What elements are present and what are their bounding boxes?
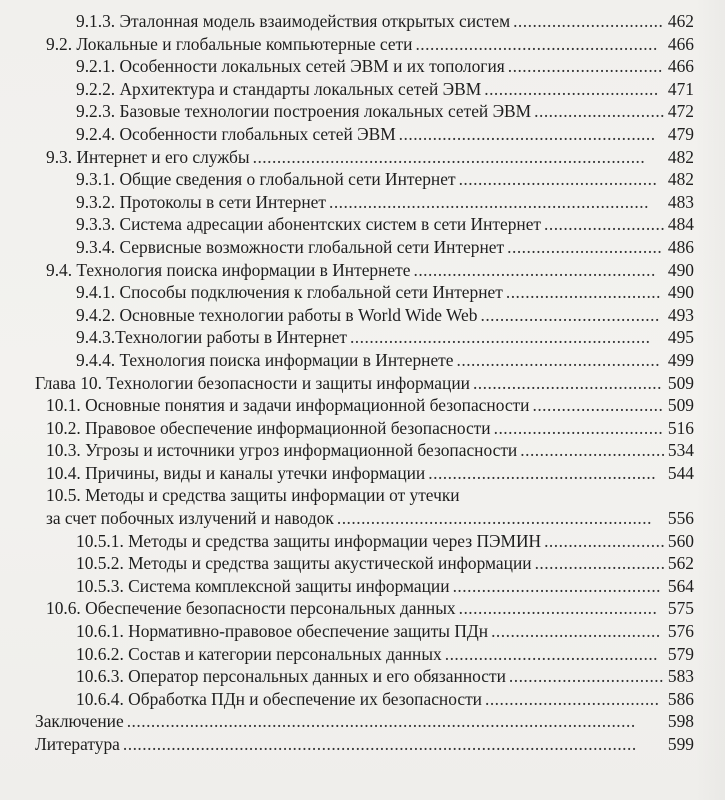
toc-entry-title: 9.1.3. Эталонная модель взаимодействия открытых систем <box>76 11 511 31</box>
table-of-contents <box>0 10 725 756</box>
toc-dot-leader: ......................... <box>544 530 666 551</box>
toc-entry-title: 10.3. Угрозы и источники угроз информационной безопасности <box>46 440 518 461</box>
toc-entry-title: 10.5. Методы и средства защиты информации от утечки <box>46 485 460 506</box>
toc-entry[interactable] <box>0 733 725 756</box>
toc-entry[interactable] <box>0 372 725 395</box>
toc-page-number: 509 <box>667 395 694 416</box>
toc-page-number: 576 <box>667 621 694 642</box>
toc-entry[interactable] <box>0 236 725 259</box>
toc-entry-title: 9.4. Технология поиска информации в Интернете <box>46 259 411 280</box>
toc-page-number: 586 <box>667 688 694 709</box>
toc-dot-leader: ..................................................... <box>398 123 656 144</box>
toc-dot-leader: .................................................................. <box>328 191 649 212</box>
toc-entry-title: 10.6. Обеспечение безопасности персональных данных <box>46 598 456 619</box>
toc-dot-leader: ......................................... <box>458 169 658 190</box>
toc-entry-title: 9.2.3. Базовые технологии построения локальных сетей ЭВМ <box>76 101 532 122</box>
toc-dot-leader: ................................ <box>508 666 664 687</box>
toc-entry[interactable] <box>0 484 725 507</box>
toc-dot-leader: ................................................................................. <box>252 146 646 167</box>
toc-page-number: 499 <box>667 349 694 370</box>
toc-dot-leader: .................................................. <box>415 33 658 54</box>
toc-page-number: 556 <box>667 508 694 529</box>
toc-entry-title: 9.3.1. Общие сведения о глобальной сети Интернет <box>76 169 456 190</box>
toc-entry[interactable] <box>0 281 725 304</box>
toc-entry[interactable] <box>0 55 725 78</box>
toc-dot-leader: ......................... <box>544 214 666 235</box>
toc-entry-title: 9.2.2. Архитектура и стандарты локальных сетей ЭВМ <box>76 78 482 99</box>
toc-dot-leader: .......................................... <box>456 349 661 370</box>
toc-page-number: 575 <box>667 598 694 619</box>
toc-entry[interactable] <box>0 597 725 620</box>
toc-entry[interactable] <box>0 530 725 553</box>
toc-page-number: 579 <box>667 643 694 664</box>
toc-entry[interactable] <box>0 259 725 282</box>
toc-page-number: 482 <box>667 146 694 167</box>
toc-dot-leader: ................................ <box>505 282 661 303</box>
toc-entry-title: Литература <box>35 734 120 754</box>
toc-entry[interactable] <box>0 326 725 349</box>
toc-dot-leader: ............................................... <box>428 462 657 483</box>
toc-dot-leader: ........................................... <box>452 575 662 596</box>
toc-page-number: 471 <box>667 78 694 99</box>
toc-entry-title: 10.1. Основные понятия и задачи информационной безопасности <box>46 395 530 416</box>
toc-dot-leader: ......................................................................................................... <box>126 711 636 732</box>
toc-page-number: 462 <box>667 11 694 31</box>
toc-dot-leader: .............................................................. <box>349 327 651 348</box>
toc-page-number: 483 <box>667 191 694 212</box>
toc-entry-title: 9.2.1. Особенности локальных сетей ЭВМ и их топология <box>76 56 505 77</box>
toc-entry[interactable] <box>0 168 725 191</box>
toc-page-number: 516 <box>667 417 694 438</box>
toc-entry[interactable] <box>0 688 725 711</box>
toc-page-number: 490 <box>667 259 694 280</box>
toc-dot-leader: ........................... <box>534 101 666 122</box>
toc-page-number: 560 <box>667 530 694 551</box>
toc-entry-title: 9.3.3. Система адресации абонентских систем в сети Интернет <box>76 214 542 235</box>
toc-entry[interactable] <box>0 507 725 530</box>
toc-entry-title: за счет побочных излучений и наводок <box>46 508 334 529</box>
toc-page-number: 599 <box>667 734 694 754</box>
toc-dot-leader: ................................ <box>507 56 663 77</box>
toc-entry[interactable] <box>0 439 725 462</box>
toc-entry-title: 10.6.1. Нормативно-правовое обеспечение защиты ПДн <box>76 621 489 642</box>
toc-dot-leader: .............................. <box>520 440 666 461</box>
toc-entry[interactable] <box>0 100 725 123</box>
toc-page-number: 562 <box>667 553 694 574</box>
toc-entry-title: 10.5.2. Методы и средства защиты акустической информации <box>76 553 532 574</box>
toc-entry-title: 9.4.3.Технологии работы в Интернет <box>76 327 347 348</box>
toc-entry[interactable] <box>0 213 725 236</box>
toc-entry[interactable] <box>0 462 725 485</box>
toc-entry-title: Глава 10. Технологии безопасности и защиты информации <box>35 372 470 393</box>
toc-entry[interactable] <box>0 146 725 169</box>
toc-dot-leader: .................................................. <box>413 259 656 280</box>
toc-dot-leader: ..................................... <box>480 304 660 325</box>
toc-entry-title: Заключение <box>35 711 124 732</box>
toc-page-number: 490 <box>667 282 694 303</box>
toc-entry[interactable] <box>0 123 725 146</box>
toc-entry-title: 10.4. Причины, виды и каналы утечки информации <box>46 462 426 483</box>
toc-dot-leader: ................................... <box>493 417 664 438</box>
toc-page-number: 486 <box>667 236 694 257</box>
toc-page-number: 466 <box>667 56 694 77</box>
toc-entry-title: 10.5.3. Система комплексной защиты информации <box>76 575 450 596</box>
toc-page-number: 509 <box>667 372 694 393</box>
toc-dot-leader: ....................................... <box>472 372 662 393</box>
toc-page-number: 598 <box>667 711 694 732</box>
toc-entry[interactable] <box>0 33 725 56</box>
toc-entry-title: 9.4.4. Технология поиска информации в Интернете <box>76 349 454 370</box>
toc-entry-title: 9.4.1. Способы подключения к глобальной сети Интернет <box>76 282 503 303</box>
toc-dot-leader: ................................................................. <box>336 508 652 529</box>
toc-page-number: 534 <box>667 440 694 461</box>
toc-page-number: 544 <box>667 462 694 483</box>
toc-page-number: 482 <box>667 169 694 190</box>
toc-entry-title: 9.3. Интернет и его службы <box>46 146 250 167</box>
toc-dot-leader: ............................................ <box>444 643 659 664</box>
toc-entry[interactable] <box>0 191 725 214</box>
toc-dot-leader: ............................... <box>513 11 664 31</box>
toc-entry[interactable] <box>0 665 725 688</box>
toc-dot-leader: ......................................... <box>458 598 658 619</box>
toc-entry-title: 10.6.3. Оператор персональных данных и его обязанности <box>76 666 506 687</box>
toc-entry[interactable] <box>0 417 725 440</box>
toc-entry-title: 10.6.4. Обработка ПДн и обеспечение их безопасности <box>76 688 482 709</box>
toc-entry-title: 10.5.1. Методы и средства защиты информации через ПЭМИН <box>76 530 542 551</box>
toc-entry[interactable] <box>0 78 725 101</box>
toc-dot-leader: ................................ <box>507 236 663 257</box>
toc-dot-leader: .......................................................................................................... <box>122 734 637 754</box>
toc-dot-leader: ........................... <box>532 395 664 416</box>
toc-entry[interactable] <box>0 620 725 643</box>
toc-entry[interactable] <box>0 394 725 417</box>
toc-dot-leader: .................................... <box>484 78 659 99</box>
toc-page-number: 493 <box>667 304 694 325</box>
toc-entry[interactable] <box>0 304 725 327</box>
toc-entry-title: 10.2. Правовое обеспечение информационной безопасности <box>46 417 491 438</box>
toc-entry-title: 9.3.4. Сервисные возможности глобальной сети Интернет <box>76 236 505 257</box>
toc-entry-title: 9.2. Локальные и глобальные компьютерные сети <box>46 33 413 54</box>
toc-entry-title: 9.3.2. Протоколы в сети Интернет <box>76 191 326 212</box>
toc-entry[interactable] <box>0 349 725 372</box>
toc-entry-title: 9.2.4. Особенности глобальных сетей ЭВМ <box>76 123 396 144</box>
toc-entry[interactable] <box>0 710 725 733</box>
toc-page-number: 583 <box>667 666 694 687</box>
toc-dot-leader: ................................... <box>491 621 661 642</box>
toc-entry-title: 9.4.2. Основные технологии работы в World Wide Web <box>76 304 478 325</box>
toc-page-number: 564 <box>667 575 694 596</box>
toc-entry[interactable] <box>0 552 725 575</box>
toc-entry[interactable] <box>0 643 725 666</box>
toc-dot-leader: .................................... <box>484 688 660 709</box>
toc-page-number: 472 <box>667 101 694 122</box>
toc-page-number: 484 <box>667 214 694 235</box>
toc-page-number: 495 <box>667 327 694 348</box>
toc-entry[interactable] <box>0 575 725 598</box>
toc-entry[interactable] <box>0 10 725 33</box>
toc-dot-leader: ........................... <box>534 553 666 574</box>
toc-entry-title: 10.6.2. Состав и категории персональных данных <box>76 643 442 664</box>
toc-page-number: 479 <box>667 123 694 144</box>
toc-page-number: 466 <box>667 33 694 54</box>
